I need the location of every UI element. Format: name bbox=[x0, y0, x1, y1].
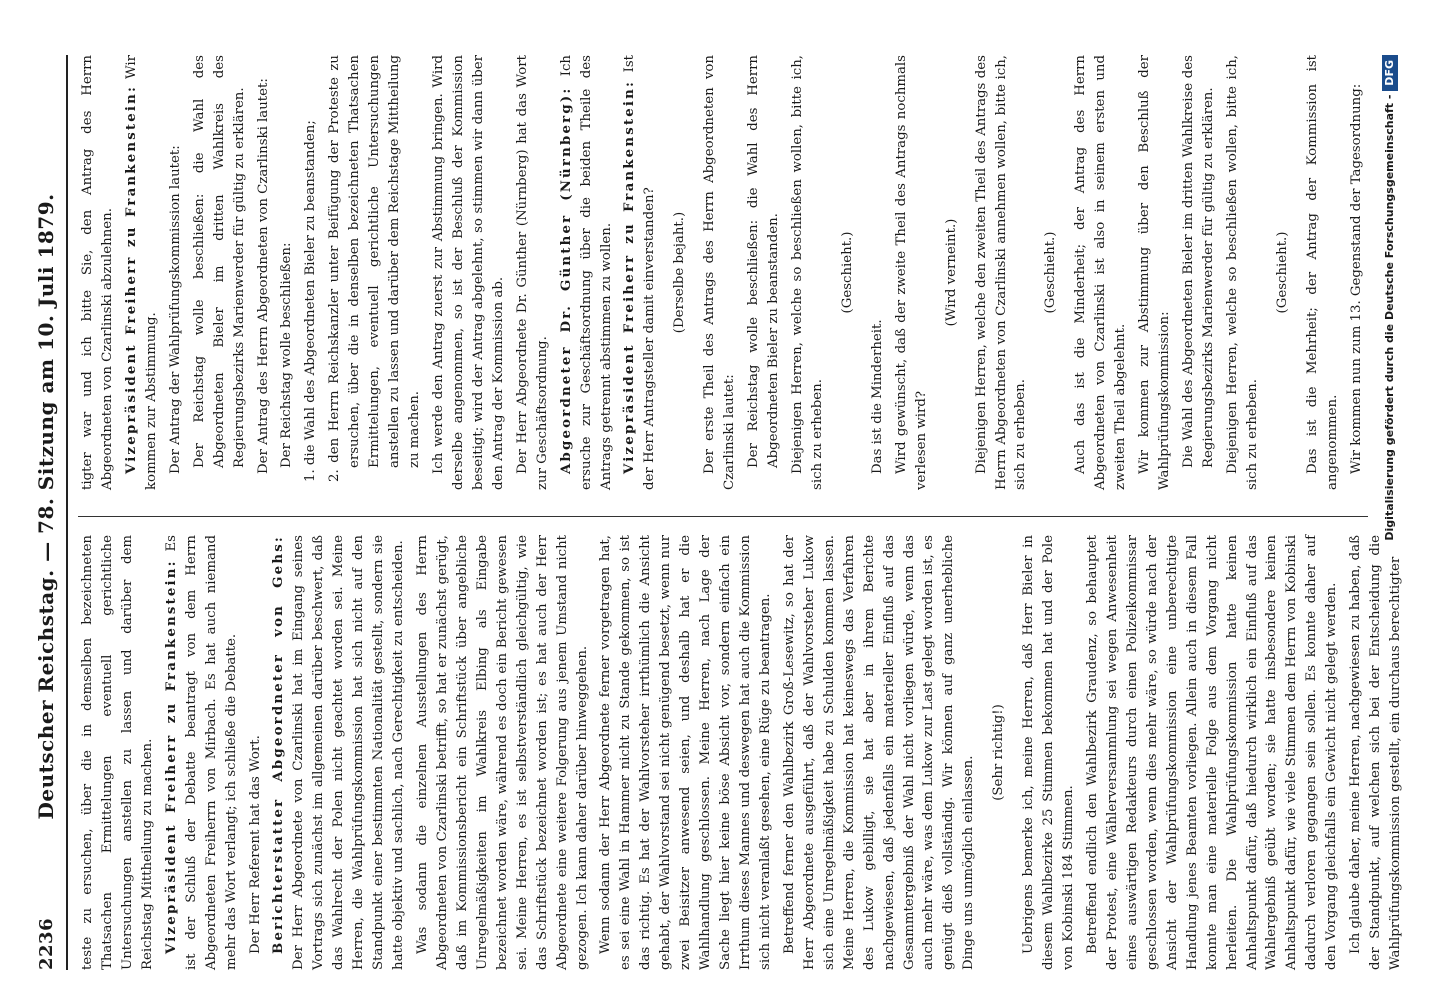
motion-text bbox=[744, 55, 784, 490]
paragraph-text: tigter war und ich bitte Sie, den Antrag des Herrn Abgeordneten von Czarlinski abzulehnen. bbox=[80, 55, 115, 490]
paragraph bbox=[596, 535, 775, 970]
paragraph-text: Ist der Herr Antragsteller damit einverstanden? bbox=[622, 55, 658, 490]
paragraph bbox=[254, 55, 274, 490]
paragraph-text: Diejenigen Herren, welche so beschließen wollen, bitte ich, sich zu erheben. bbox=[790, 55, 825, 490]
paragraph-text: Wenn sodann der Herr Abgeordnete ferner vorgetragen hat, es sei eine Wahl in Hammer nicht zu Stande gekommen, so ist das richtig. Es hat der Wahlvorsteher irrthümlich die Ansicht gehabt, der Wahlvorstand sei nicht genügend besetzt, wenn nur zwei Beisitzer anwesend seien, und deshalb hat er die Wahlhandlung geschlossen. Meine Herren, nach Lage der Sache liegt hier keine böse Absicht vor, sondern einfach ein Irrthum dieses Mannes und deswegen hat auch die Kommission sich nicht veranlaßt gesehen, eine Rüge zu beantragen. bbox=[598, 535, 773, 970]
right-column bbox=[78, 55, 1368, 490]
paragraph-text: 1. die Wahl des Abgeordneten Bieler zu beanstanden; bbox=[303, 120, 319, 482]
motion-text bbox=[277, 55, 297, 490]
paragraph bbox=[868, 55, 888, 490]
paragraph bbox=[413, 535, 592, 970]
paragraph bbox=[513, 55, 553, 490]
paragraph bbox=[1071, 55, 1131, 490]
stage-note bbox=[670, 55, 690, 490]
paragraph-text: (Geschieht.) bbox=[1043, 231, 1059, 314]
paragraph-text: Der Herr Abgeordnete Dr. Günther (Nürnberg) hat das Wort zur Geschäftsordnung. bbox=[514, 55, 550, 490]
left-column bbox=[78, 516, 1404, 970]
stage-note bbox=[989, 535, 1009, 970]
paragraph bbox=[1083, 535, 1342, 970]
stage-note bbox=[942, 55, 962, 490]
paragraph-text: Wir kommen zur Abstimmung. bbox=[123, 55, 159, 490]
paragraph-text: Die Wahl des Abgeordneten Bieler im dritten Wahlkreise des Regierungsbezirks Marienwerder für gültig zu erklären. bbox=[1181, 55, 1216, 468]
paragraph bbox=[78, 55, 118, 490]
paragraph bbox=[78, 535, 158, 970]
paragraph bbox=[166, 55, 186, 490]
paragraph-text: Es ist der Schluß der Debatte beantragt von dem Herrn Abgeordneten Freiherrn von Mirbach. Es hat auch niemand mehr das Wort verlangt; ich schließe die Debatte. bbox=[163, 535, 239, 970]
paragraph bbox=[972, 55, 1032, 490]
paragraph bbox=[122, 55, 162, 490]
page-footer bbox=[1380, 55, 1400, 970]
stage-note bbox=[1273, 55, 1293, 490]
paragraph-text: Ich ersuche zur Geschäftsordnung über die beiden Theile des Antrags getrennt abstimmen zu wollen. bbox=[558, 55, 614, 490]
paragraph-text: Ich werde den Antrag zuerst zur Abstimmung bringen. Wird derselbe angenommen, so ist der Beschluß der Kommission beseitigt; wird der Antrag abgelehnt, so stimmen wir dann über den Antrag der Kommission ab. bbox=[431, 55, 506, 490]
paragraph-text: Der Herr Abgeordnete von Czarlinski hat im Eingang seines Vortrags sich zunächst im allgemeinen darüber beschwert, daß das Wahlrecht der Polen nicht geachtet worden sei. Meine Herren, die Wahlprüfungskommission hat sich nicht auf den Standpunkt einer bestimmten Nationalität gestellt, sondern sie hatte objektiv und sachlich, nach Gerechtigkeit zu entscheiden. bbox=[291, 535, 407, 970]
digitization-note: Digitalisierung gefördert durch die Deutsche Forschungsgemeinschaft - bbox=[1383, 94, 1396, 541]
speaker-name: Vizepräsident Freiherr zu Frankenstein: bbox=[622, 79, 638, 474]
paragraph bbox=[557, 55, 617, 490]
paragraph bbox=[700, 55, 740, 490]
page-running-title: Deutscher Reichstag. — 78. Sitzung am 10. Juli 1879. bbox=[34, 193, 58, 820]
motion-text bbox=[301, 55, 321, 490]
paragraph-text: Diejenigen Herren, welche so beschließen wollen, bitte ich, sich zu erheben. bbox=[1224, 55, 1260, 490]
page-number: 2236 bbox=[35, 917, 57, 970]
paragraph bbox=[1135, 55, 1175, 490]
page-header bbox=[26, 55, 68, 970]
paragraph-text: Wir kommen nun zum 13. Gegenstand der Tagesordnung: bbox=[1348, 83, 1364, 474]
paragraph-text: teste zu ersuchen, über die in demselben bezeichneten Thatsachen Ermittelungen eventuell gerichtliche Untersuchungen anstellen zu lassen und darüber dem Reichstag Mittheilung zu machen. bbox=[80, 535, 155, 970]
paragraph-text: Betreffend ferner den Wahlbezirk Groß-Lesewitz, so hat der Herr Abgeordnete ausgeführt, daß der Wahlvorsteher Lukow sich eine Unregelmäßigkeit habe zu Schulden kommen lassen. Meine Herren, die Kommission hat keineswegs das Verfahren des Lukow gebilligt, sie hat aber in ihrem Berichte nachgewiesen, daß jedenfalls ein materieller Einfluß auf das Gesammtergebniß der Wahl nicht vorliegen würde, wenn das auch mehr wäre, was dem Lukow zur Last gelegt worden ist, es genügt dieß vollständig. Wir können auf ganz unerhebliche Dinge uns unmöglich einlassen. bbox=[781, 535, 977, 970]
paragraph-text: Der Reichstag wolle beschließen: bbox=[279, 242, 295, 468]
motion-text bbox=[1179, 55, 1219, 490]
paragraph bbox=[429, 55, 509, 490]
paragraph bbox=[1019, 535, 1079, 970]
speaker-name: Vizepräsident Freiherr zu Frankenstein: bbox=[163, 559, 179, 954]
paragraph bbox=[1223, 55, 1263, 490]
paragraph-text: Betreffend endlich den Wahlbezirk Graudenz, so behauptet der Protest, eine Wählerversammlung sei wegen Anwesenheit eines auswärtigen Redakteurs durch einen Polizeikommissar geschlossen worden, wenn dies mehr wäre, so würde nach der Ansicht der Wahlprüfungskommission eine unberechtigte Handlung jenes Beamten vorliegen. Allein auch in diesem Fall konnte man eine materielle Folge aus dem Vorgang nicht herleiten. Die Wahlprüfungskommission hatte keinen Anhaltspunkt dafür, daß hiedurch wirklich ein Einfluß auf das Wahlergebniß geübt worden; sie hatte insbesondere keinen Anhaltspunkt dafür, wie viele Stimmen dem Herrn von Kobinski dadurch verloren gegangen sein sollen. Es konnte daher auf den Vorgang gleichfalls ein Gewicht nicht gelegt werden. bbox=[1085, 535, 1340, 970]
stage-note bbox=[838, 55, 858, 490]
paragraph-text: (Geschieht.) bbox=[839, 231, 855, 314]
paragraph bbox=[246, 535, 266, 970]
speaker-name: Berichterstatter Abgeordneter von Gehs: bbox=[271, 535, 287, 954]
paragraph-text: Was sodann die einzelnen Ausstellungen des Herrn Abgeordneten von Czarlinski betrifft, so hat er zunächst gerügt, daß im Kommissionsbericht ein Schriftstück über angebliche Unregelmäßigkeiten im Wahlkreis Elbing als Eingabe bezeichnet worden wäre, während es doch ein Bericht gewesen sei. Meine Herren, es ist selbstverständlich gleichgültig, wie das Schriftstück bezeichnet worden ist; es hat auch der Herr Abgeordnete eine weitere Folgerung aus jenem Umstand nicht gezogen. Ich kann daher darüber hinweggehen. bbox=[415, 535, 590, 970]
paragraph-text: Ich glaube daher, meine Herren, nachgewiesen zu haben, daß der Standpunkt, auf welchen sich bei der Entscheidung die Wahlprüfungskommission gestellt, ein durchaus berechtigter bbox=[1348, 535, 1404, 970]
paragraph-text: Der erste Theil des Antrags des Herrn Abgeordneten von Czarlinski lautet: bbox=[702, 55, 738, 490]
paragraph-text: Auch das ist die Minderheit; der Antrag des Herrn Abgeordneten von Czarlinski ist also in seinem ersten und zweiten Theil abgelehnt. bbox=[1073, 55, 1129, 490]
stage-note bbox=[1041, 55, 1061, 490]
paragraph-text: Der Herr Referent hat das Wort. bbox=[247, 735, 263, 954]
paragraph-text: Wir kommen zur Abstimmung über den Beschluß der Wahlprüfungskommission: bbox=[1137, 55, 1173, 490]
speaker-name: Vizepräsident Freiherr zu Frankenstein: bbox=[123, 84, 139, 474]
dfg-logo: DFG bbox=[1382, 55, 1398, 91]
paragraph-text: Das ist die Mehrheit; der Antrag der Kommission ist angenommen. bbox=[1304, 55, 1340, 490]
paragraph-text: Der Antrag der Wahlprüfungskommission lautet: bbox=[167, 145, 183, 474]
paragraph-text: Der Reichstag wolle beschließen: die Wahl des Herrn Abgeordneten Bieler zu beanstanden. bbox=[746, 55, 782, 468]
paragraph bbox=[1347, 55, 1367, 490]
paragraph bbox=[1303, 55, 1343, 490]
paragraph-text: (Derselbe bejaht.) bbox=[672, 211, 688, 334]
paragraph-text: 2. den Herrn Reichskanzler unter Beifügung der Proteste zu ersuchen, über die in denselben bezeichneten Thatsachen Ermittelungen, eventuell gerichtliche Untersuchungen anstellen zu lassen und darüber dem Reichstage Mittheilung zu machen. bbox=[327, 55, 423, 482]
paragraph-text: Das ist die Minderheit. bbox=[869, 319, 885, 474]
paragraph-text: Diejenigen Herren, welche den zweiten Theil des Antrags des Herrn Abgeordneten von Czarlinski annehmen wollen, bitte ich, sich zu erheben. bbox=[973, 55, 1029, 490]
paragraph-text: Der Antrag des Herrn Abgeordneten von Czarlinski lautet: bbox=[255, 78, 271, 474]
paragraph-text: (Wird verneint.) bbox=[943, 218, 959, 327]
paragraph-text: Der Reichstag wolle beschließen: die Wahl des Abgeordneten Bieler im dritten Wahlkreis des Regierungsbezirks Marienwerder für gültig zu erklären. bbox=[191, 55, 247, 468]
motion-text bbox=[190, 55, 250, 490]
paragraph bbox=[620, 55, 660, 490]
paragraph bbox=[892, 55, 932, 490]
speaker-name: Abgeordneter Dr. Günther (Nürnberg): bbox=[558, 86, 574, 474]
paragraph bbox=[788, 55, 828, 490]
paragraph bbox=[162, 535, 242, 970]
paragraph-text: Wird gewünscht, daß der zweite Theil des Antrags nochmals verlesen wird? bbox=[893, 55, 929, 490]
paragraph-text: Uebrigens bemerke ich, meine Herren, daß Herr Bieler in diesem Wahlbezirke 25 Stimmen bekommen hat und der Pole von Kobinski 184 Stimmen. bbox=[1021, 535, 1077, 970]
paragraph-text: (Geschieht.) bbox=[1274, 231, 1290, 314]
paragraph bbox=[780, 535, 979, 970]
paragraph-text: (Sehr richtig!) bbox=[991, 704, 1007, 801]
paragraph bbox=[269, 535, 409, 970]
motion-text bbox=[325, 55, 425, 490]
